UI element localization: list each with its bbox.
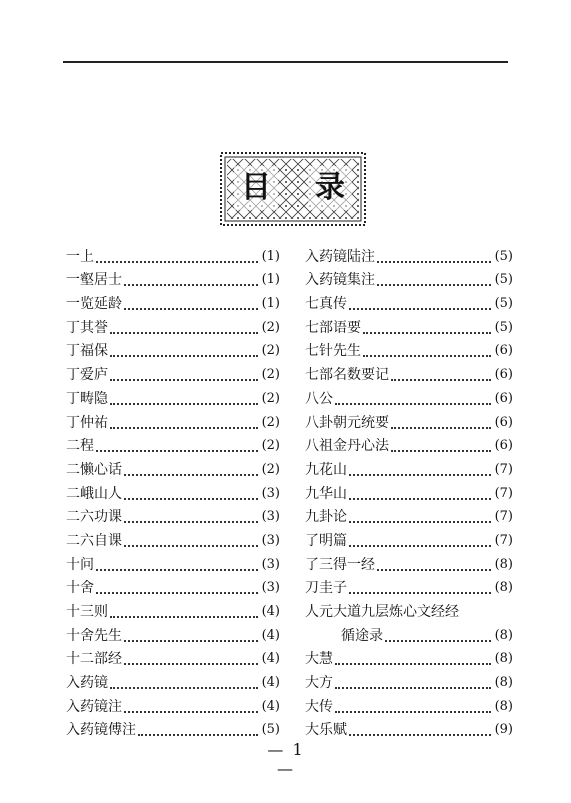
toc-entry-title: 二六功课 xyxy=(66,509,122,526)
toc-entry-title: 大乐赋 xyxy=(305,722,347,739)
toc-entry-title: 九花山 xyxy=(305,461,347,478)
toc-entry-title: 人元大道九层炼心文经经 xyxy=(305,604,459,620)
toc-entry-page: (7) xyxy=(494,509,513,525)
dot-leader xyxy=(124,545,258,547)
toc-entry-page: (8) xyxy=(494,627,513,643)
toc-entry xyxy=(305,410,513,434)
dot-leader xyxy=(391,427,491,429)
toc-entry-page: (7) xyxy=(494,461,513,477)
toc-entry-title: 入药镜陆注 xyxy=(305,248,375,265)
toc-entry xyxy=(66,670,280,694)
toc-entry-title: 十三则 xyxy=(66,604,108,620)
toc-entry-title: 了三得一经 xyxy=(305,556,375,573)
toc-entry-page: (2) xyxy=(261,461,280,477)
toc-entry-title: 八卦朝元统要 xyxy=(305,414,389,431)
dot-leader xyxy=(377,284,491,286)
toc-entry-title: 入药镜傅注 xyxy=(66,722,136,739)
dot-leader xyxy=(124,498,258,500)
toc-entry-page: (7) xyxy=(494,532,513,548)
toc-entry xyxy=(66,362,280,386)
toc-entry-page: (2) xyxy=(261,319,280,335)
toc-entry xyxy=(305,528,513,552)
toc-entry xyxy=(66,623,280,647)
toc-entry-title: 大慧 xyxy=(305,651,333,668)
toc-entry xyxy=(66,505,280,529)
toc-entry-page: (2) xyxy=(261,414,280,430)
toc-entry xyxy=(66,291,280,315)
toc-entry-page: (5) xyxy=(494,296,513,312)
toc-entry-wrapped xyxy=(305,599,513,623)
toc-entry-title: 七部名数要记 xyxy=(305,367,389,384)
dot-leader xyxy=(110,355,258,357)
toc-entry-page: (6) xyxy=(494,390,513,406)
dot-leader xyxy=(110,403,258,405)
toc-entry-page: (7) xyxy=(494,485,513,501)
toc-entry-page: (8) xyxy=(494,698,513,714)
toc-entry-page: (8) xyxy=(494,556,513,572)
toc-entry-title: 七针先生 xyxy=(305,343,361,360)
toc-entry-page: (4) xyxy=(261,604,280,619)
toc-entry xyxy=(305,647,513,671)
page-number: — 1 — xyxy=(267,740,305,778)
toc-entry-title: 丁仲祐 xyxy=(66,414,108,431)
toc-entry xyxy=(66,694,280,718)
dot-leader xyxy=(110,379,258,381)
toc-entry-title: 十舍 xyxy=(66,580,94,597)
toc-entry-title: 九华山 xyxy=(305,485,347,502)
toc-entry-page: (4) xyxy=(261,627,280,643)
toc-entry-page: (3) xyxy=(261,556,280,572)
dot-leader xyxy=(124,663,258,665)
toc-entry xyxy=(305,268,513,292)
toc-entry xyxy=(305,362,513,386)
toc-entry-page: (4) xyxy=(261,651,280,667)
toc-entry xyxy=(305,315,513,339)
dot-leader xyxy=(349,545,491,547)
title-char-mu: 目 xyxy=(234,166,278,210)
toc-entry-title: 二懒心话 xyxy=(66,461,122,478)
toc-entry-page: (6) xyxy=(494,438,513,454)
toc-entry-page: (5) xyxy=(494,319,513,335)
toc-entry-page: (3) xyxy=(261,509,280,525)
dot-leader xyxy=(385,640,491,642)
dot-leader xyxy=(138,734,258,736)
toc-entry-page: (9) xyxy=(494,722,513,738)
toc-entry-title: 十问 xyxy=(66,556,94,573)
toc-entry xyxy=(66,434,280,458)
toc-entry-title: 丁爱庐 xyxy=(66,367,108,384)
toc-entry xyxy=(305,552,513,576)
toc-entry-page: (2) xyxy=(261,343,280,359)
toc-entry-page: (1) xyxy=(261,296,280,312)
toc-entry-page: (8) xyxy=(494,580,513,596)
toc-entry-page: (6) xyxy=(494,367,513,383)
toc-entry-title: 循途录 xyxy=(341,627,383,644)
toc-entry-title: 一壑居士 xyxy=(66,272,122,289)
toc-entry-page: (3) xyxy=(261,532,280,548)
toc-entry-page: (6) xyxy=(494,414,513,430)
toc-entry-page: (1) xyxy=(261,272,280,288)
dot-leader xyxy=(110,332,258,334)
toc-entry-title: 十二部经 xyxy=(66,651,122,668)
toc-entry-title: 十舍先生 xyxy=(66,627,122,644)
dot-leader xyxy=(124,640,258,642)
toc-entry xyxy=(66,315,280,339)
dot-leader xyxy=(110,687,258,689)
dot-leader xyxy=(349,498,491,500)
toc-entry-page: (1) xyxy=(261,248,280,264)
toc-entry-page: (6) xyxy=(494,343,513,359)
toc-entry xyxy=(305,339,513,363)
toc-entry xyxy=(66,481,280,505)
toc-entry-page: (5) xyxy=(261,722,280,738)
toc-entry-title: 九卦论 xyxy=(305,509,347,526)
toc-entry-title: 丁福保 xyxy=(66,343,108,360)
toc-entry-page: (8) xyxy=(494,651,513,667)
toc-entry xyxy=(66,552,280,576)
toc-entry-title: 一览延龄 xyxy=(66,296,122,313)
toc-entry xyxy=(66,576,280,600)
toc-entry-title: 大方 xyxy=(305,675,333,692)
dot-leader xyxy=(335,403,491,405)
toc-entry-title: 大传 xyxy=(305,698,333,715)
dot-leader xyxy=(335,663,491,665)
toc-entry xyxy=(66,647,280,671)
toc-entry-title: 七真传 xyxy=(305,296,347,313)
toc-entry-page: (2) xyxy=(261,438,280,454)
dot-leader xyxy=(96,261,258,263)
dot-leader xyxy=(363,355,491,357)
toc-entry xyxy=(305,694,513,718)
toc-entry xyxy=(66,457,280,481)
toc-entry-page: (2) xyxy=(261,390,280,406)
toc-entry-page: (5) xyxy=(494,248,513,264)
toc-entry xyxy=(305,481,513,505)
toc-entry xyxy=(66,410,280,434)
toc-entry-page: (3) xyxy=(261,485,280,501)
toc-entry-page: (4) xyxy=(261,698,280,714)
toc-entry-title: 八祖金丹心法 xyxy=(305,438,389,455)
toc-entry-title: 一上 xyxy=(66,248,94,265)
toc-entry xyxy=(66,386,280,410)
toc-entry xyxy=(66,268,280,292)
toc-entry-title: 二程 xyxy=(66,438,94,455)
dot-leader xyxy=(96,592,258,594)
toc-entry-title: 入药镜 xyxy=(66,675,108,692)
toc-entry-page: (4) xyxy=(261,675,280,691)
toc-entry-title: 了明篇 xyxy=(305,532,347,549)
dot-leader xyxy=(349,308,491,310)
toc-entry-title: 入药镜集注 xyxy=(305,272,375,289)
toc-entry-title: 入药镜注 xyxy=(66,698,122,715)
dot-leader xyxy=(110,616,258,618)
toc-entry-title: 丁畴隐 xyxy=(66,390,108,407)
toc-entry-title: 七部语要 xyxy=(305,319,361,336)
toc-entry xyxy=(305,457,513,481)
dot-leader xyxy=(124,308,258,310)
dot-leader xyxy=(349,592,491,594)
dot-leader xyxy=(349,521,491,523)
toc-entry xyxy=(305,434,513,458)
toc-entry xyxy=(305,576,513,600)
toc-entry xyxy=(305,670,513,694)
toc-entry xyxy=(305,718,513,742)
toc-entry xyxy=(305,291,513,315)
toc-entry-title: 二峨山人 xyxy=(66,485,122,502)
toc-entry xyxy=(66,244,280,268)
dot-leader xyxy=(124,521,258,523)
title-char-lu: 录 xyxy=(308,166,352,210)
toc-right-column xyxy=(305,244,513,741)
toc-entry-page: (3) xyxy=(261,580,280,596)
toc-entry-title: 刀圭子 xyxy=(305,580,347,597)
dot-leader xyxy=(124,711,258,713)
toc-entry xyxy=(305,505,513,529)
dot-leader xyxy=(335,687,491,689)
title-box xyxy=(220,152,366,226)
toc-entry xyxy=(305,244,513,268)
dot-leader xyxy=(363,332,491,334)
dot-leader xyxy=(96,569,258,571)
dot-leader xyxy=(377,569,491,571)
toc-entry xyxy=(66,339,280,363)
dot-leader xyxy=(349,474,491,476)
dot-leader xyxy=(124,474,258,476)
toc-entry xyxy=(305,386,513,410)
toc-entry-continuation xyxy=(305,623,513,647)
toc-entry xyxy=(66,528,280,552)
dot-leader xyxy=(349,734,491,736)
dot-leader xyxy=(110,427,258,429)
dot-leader xyxy=(391,450,491,452)
toc-left-column xyxy=(66,244,280,741)
dot-leader xyxy=(96,450,258,452)
toc-entry-page: (8) xyxy=(494,675,513,691)
toc-entry xyxy=(66,718,280,742)
top-rule xyxy=(63,61,508,63)
toc-entry-page: (2) xyxy=(261,367,280,383)
toc-entry-title: 八公 xyxy=(305,390,333,407)
toc-entry-title: 二六自课 xyxy=(66,532,122,549)
dot-leader xyxy=(335,711,491,713)
toc-entry-title: 丁其誉 xyxy=(66,319,108,336)
toc-entry-page: (5) xyxy=(494,272,513,288)
dot-leader xyxy=(124,284,258,286)
toc-entry xyxy=(66,599,280,623)
dot-leader xyxy=(391,379,491,381)
dot-leader xyxy=(377,261,491,263)
